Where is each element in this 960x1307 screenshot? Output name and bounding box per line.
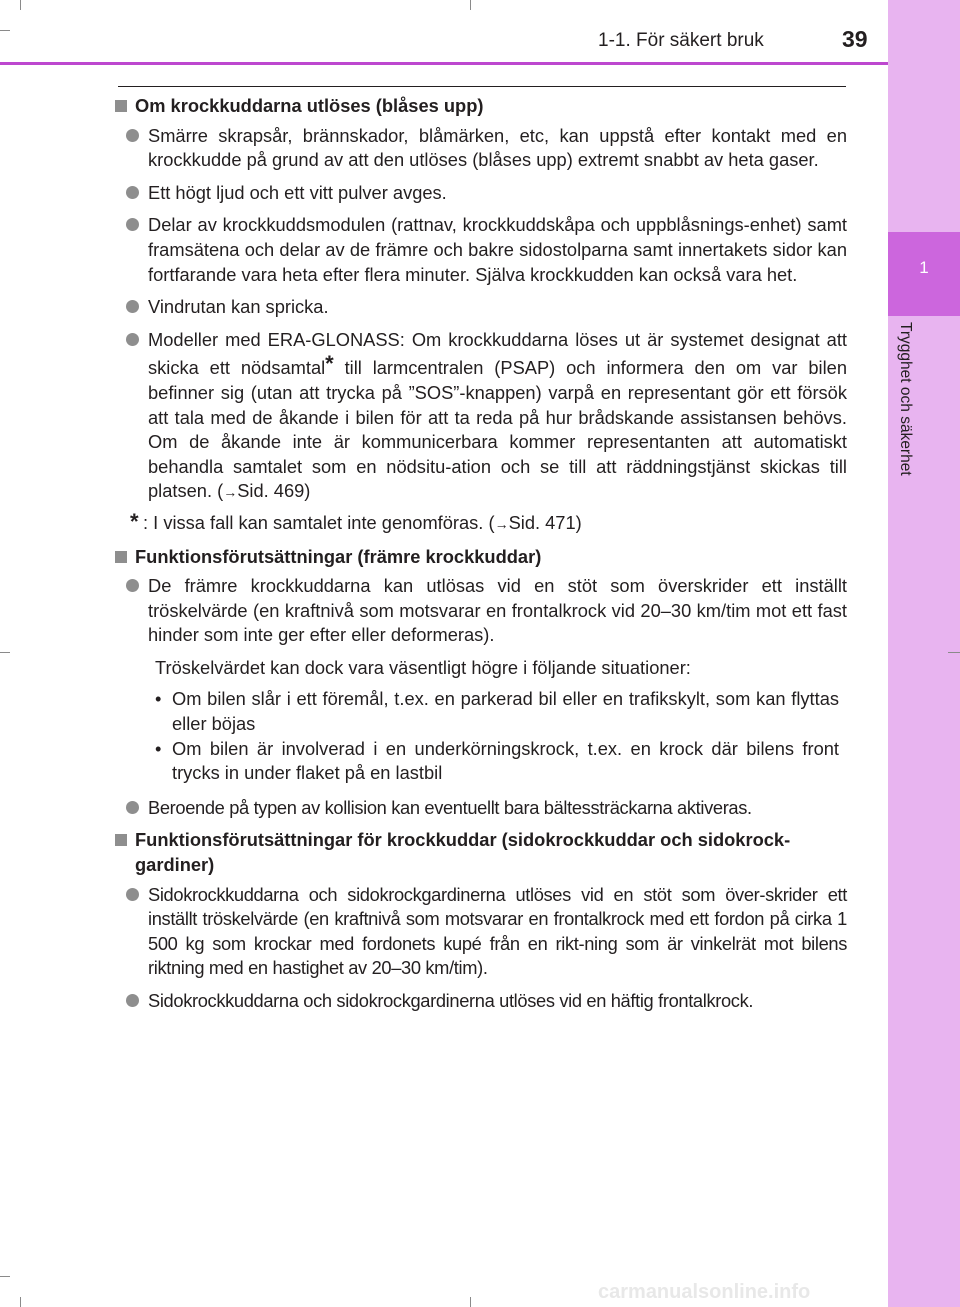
crop-mark <box>470 1297 471 1307</box>
crop-mark <box>0 30 10 31</box>
sub-list-item: • Om bilen är involverad i en underkörningskrock, t.ex. en krock där bilens front trycks in under flaket på en lastbil <box>155 737 847 786</box>
sub-list-item: • Om bilen slår i ett föremål, t.ex. en parkerad bil eller en trafikskylt, som kan flyttas eller böjas <box>155 687 847 736</box>
sub-paragraph: Tröskelvärdet kan dock vara väsentligt högre i följande situationer: <box>155 656 691 678</box>
list-item: Delar av krockkuddsmodulen (rattnav, krockkuddskåpa och uppblåsnings-enhet) samt framsätena och delar av de främre och bakre sidostolparna samt innertakets sidor kan fortfarande vara heta efter flera minuter. Själva krockkudden kan också vara het. <box>115 213 847 287</box>
square-bullet-icon <box>115 94 135 119</box>
dot-bullet-icon <box>115 213 148 287</box>
dot-bullet-icon <box>115 574 148 648</box>
chapter-number: 1 <box>919 258 929 277</box>
section-heading: Funktionsförutsättningar för krockkuddar (sidokrockkuddar och sidokrock-gardiner) <box>115 828 847 877</box>
crop-mark <box>20 0 21 10</box>
crop-mark <box>0 652 10 653</box>
arrow-right-icon: → <box>223 484 238 501</box>
breadcrumb: 1-1. För säkert bruk <box>598 30 764 51</box>
list-item: Vindrutan kan spricka. <box>115 295 847 320</box>
bullet-marker: • <box>155 688 162 710</box>
page-reference-link[interactable]: Sid. 469) <box>237 480 311 502</box>
list-item: Beroende på typen av kollision kan eventuellt bara bältessträckarna aktiveras. <box>115 796 847 821</box>
crop-mark <box>470 0 471 10</box>
square-bullet-icon <box>115 828 135 877</box>
crop-mark <box>0 1276 10 1277</box>
list-item: De främre krockkuddarna kan utlösas vid en stöt som överskrider ett inställt tröskelvärde (en kraftnivå som motsvarar en frontalkrock vid 20–30 km/tim mot ett fast hinder som inte ger efter eller deformeras). <box>115 574 847 648</box>
chapter-side-strip <box>888 0 960 1307</box>
footnote: * : I vissa fall kan samtalet inte genomföras. (→Sid. 471) <box>130 511 847 537</box>
page-reference-link[interactable]: Sid. 471) <box>508 511 582 533</box>
chapter-title-vertical <box>896 322 924 542</box>
footnote-star: * <box>130 508 139 534</box>
list-item: Sidokrockkuddarna och sidokrockgardinerna utlöses vid en häftig frontalkrock. <box>115 989 847 1014</box>
watermark: carmanualsonline.info <box>598 1281 811 1303</box>
chapter-title: Trygghet och säkerhet <box>897 322 914 476</box>
list-item: Sidokrockkuddarna och sidokrockgardinerna utlöses vid en stöt som över-skrider ett inställt tröskelvärde (en kraftnivå som motsvarar en frontalkrock med ett fordon på cirka 1 500 kg som krockar med fordonets kupé från en rikt-ning som är vinkelrät mot bilens riktning med en hastighet av 20–30 km/tim). <box>115 883 847 981</box>
page-content <box>115 94 847 1022</box>
content-top-rule <box>118 86 846 87</box>
crop-mark <box>20 1297 21 1307</box>
dot-bullet-icon <box>115 295 148 320</box>
dot-bullet-icon <box>115 328 148 505</box>
list-item: Modeller med ERA-GLONASS: Om krockkuddarna löses ut är systemet designat att skicka ett nödsamtal* till larmcentralen (PSAP) och informera den om var bilen befinner sig (utan att trycka på ”SOS”-knappen) varpå en representant gör ett försök att tala med de åkande i bilen för att ta reda på hur brådskande assistansen behövs. Om de åkande inte är kommunicerbara kommer representanten att automatiskt behandla samtalet som en nödsitu-ation och se till att räddningstjänst skickas till platsen. (→Sid. 469) <box>115 328 847 505</box>
chapter-number-tab[interactable] <box>888 232 960 316</box>
page-number: 39 <box>842 26 868 52</box>
dot-bullet-icon <box>115 796 148 821</box>
dot-bullet-icon <box>115 181 148 206</box>
dot-bullet-icon <box>115 124 148 173</box>
crop-mark <box>948 652 960 653</box>
section-heading: Funktionsförutsättningar (främre krockkuddar) <box>115 545 847 570</box>
dot-bullet-icon <box>115 883 148 981</box>
footnote-star: * <box>325 351 334 377</box>
bullet-marker: • <box>155 737 162 759</box>
list-item: Smärre skrapsår, brännskador, blåmärken, etc, kan uppstå efter kontakt med en krockkudde på grund av att den utlöses (blåses upp) extremt snabbt av heta gaser. <box>115 124 847 173</box>
square-bullet-icon <box>115 545 135 570</box>
dot-bullet-icon <box>115 989 148 1014</box>
section-heading: Om krockkuddarna utlöses (blåses upp) <box>115 94 847 119</box>
arrow-right-icon: → <box>494 515 509 532</box>
header-rule <box>0 62 888 65</box>
list-item: Ett högt ljud och ett vitt pulver avges. <box>115 181 847 206</box>
